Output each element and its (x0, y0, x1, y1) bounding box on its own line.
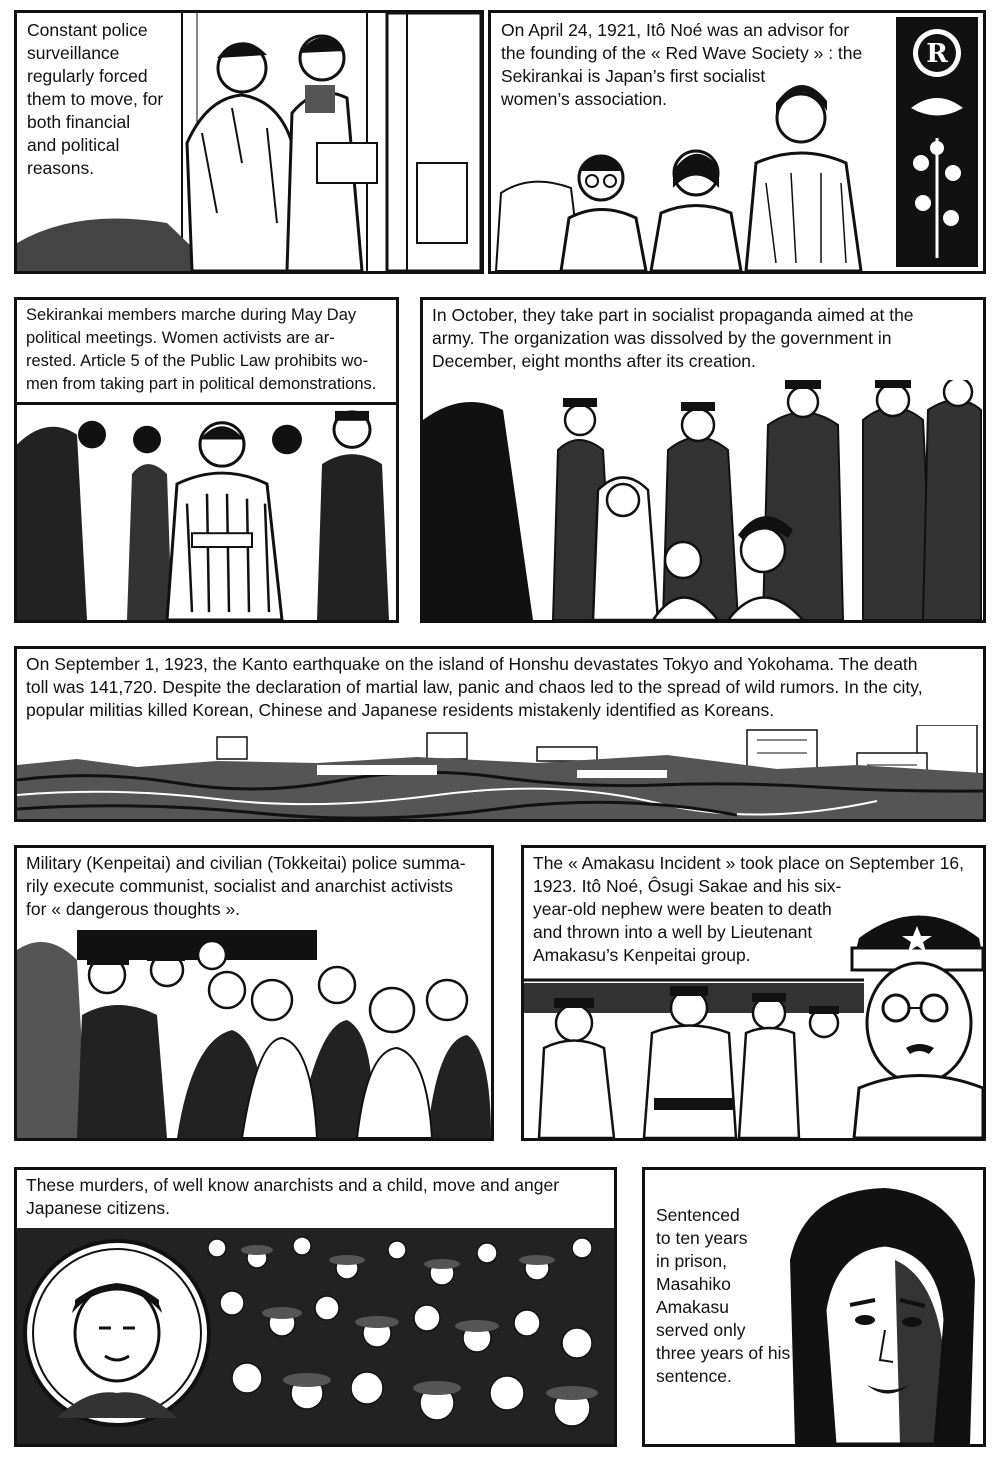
comic-panel-4 (420, 297, 986, 623)
caption-line: men from taking part in political demonstrations. (26, 375, 377, 393)
caption-line: The « Amakasu Incident » took place on September 16, (533, 853, 964, 873)
caption-line: sentence. (656, 1366, 732, 1386)
caption-line: Sentenced (656, 1205, 740, 1225)
may-day-arrest-illustration (17, 402, 396, 620)
caption-line: In October, they take part in socialist propaganda aimed at the (432, 305, 914, 325)
caption-line: toll was 141,720. Despite the declaration of martial law, panic and chaos led to the spread of wild rumors. In the city, (26, 677, 923, 697)
protest-crowd-illustration (17, 1228, 614, 1444)
caption-line: Japanese citizens. (26, 1198, 170, 1218)
caption-line: to ten years (656, 1228, 748, 1248)
comic-panel-8 (14, 1167, 617, 1447)
caption-line: army. The organization was dissolved by the government in (432, 328, 892, 348)
caption-line: both financial (27, 112, 131, 132)
caption-line: and political (27, 135, 120, 155)
caption-line: popular militias killed Korean, Chinese and Japanese residents mistakenly identified as Koreans. (26, 700, 775, 720)
caption-line: year-old nephew were beaten to death (533, 899, 832, 919)
panel-7-caption (533, 852, 983, 967)
caption-line: for « dangerous thoughts ». (26, 899, 241, 919)
caption-line: December, eight months after its creation. (432, 351, 756, 371)
caption-line: Constant police (27, 20, 148, 40)
caption-line: rested. Article 5 of the Public Law prohibits wo- (26, 352, 369, 370)
panel-5-caption (26, 653, 981, 722)
caption-line: Sekirankai is Japan’s first socialist (501, 66, 766, 86)
comic-panel-2 (488, 10, 986, 274)
caption-line: political meetings. Women activists are ar- (26, 329, 335, 347)
comic-panel-1 (14, 10, 484, 274)
detained-crowd-illustration (17, 930, 491, 1138)
caption-line: Amakasu’s Kenpeitai group. (533, 945, 751, 965)
caption-line: served only (656, 1320, 746, 1340)
caption-line: in prison, (656, 1251, 728, 1271)
caption-line: women’s association. (501, 89, 668, 109)
caption-line: and thrown into a well by Lieutenant (533, 922, 813, 942)
panel-8-caption (26, 1174, 616, 1220)
comic-panel-3 (14, 297, 399, 623)
caption-line: Military (Kenpeitai) and civilian (Tokkeitai) police summa- (26, 853, 466, 873)
caption-line: rily execute communist, socialist and anarchist activists (26, 876, 453, 896)
caption-line: On April 24, 1921, Itô Noé was an advisor for (501, 20, 850, 40)
caption-line: On September 1, 1923, the Kanto earthquake on the island of Honshu devastates Tokyo and Yokohama. The death (26, 654, 918, 674)
caption-line: three years of his (656, 1343, 791, 1363)
panel-3-caption (26, 304, 396, 396)
panel-1-caption (27, 19, 182, 180)
comic-panel-5 (14, 646, 986, 822)
caption-line: Sekirankai members marche during May Day (26, 306, 357, 324)
caption-line: Masahiko (656, 1274, 731, 1294)
comic-panel-6 (14, 845, 494, 1141)
comic-panel-9 (642, 1167, 986, 1447)
caption-line: regularly forced (27, 66, 148, 86)
emblem-letter: R (926, 39, 948, 69)
panel-2-caption (501, 19, 896, 111)
panel-4-caption (432, 304, 982, 373)
caption-line: surveillance (27, 43, 120, 63)
caption-line: These murders, of well know anarchists and a child, move and anger (26, 1175, 560, 1195)
panel-6-caption (26, 852, 491, 921)
caption-line: them to move, for (27, 89, 164, 109)
caption-line: reasons. (27, 158, 95, 178)
comic-panel-7 (521, 845, 986, 1141)
caption-line: Amakasu (656, 1297, 729, 1317)
caption-line: the founding of the « Red Wave Society » : the (501, 43, 863, 63)
army-propaganda-illustration (423, 380, 983, 620)
panel-9-caption (656, 1204, 811, 1388)
ruined-city-illustration (17, 725, 983, 819)
caption-line: 1923. Itô Noé, Ôsugi Sakae and his six- (533, 876, 842, 896)
